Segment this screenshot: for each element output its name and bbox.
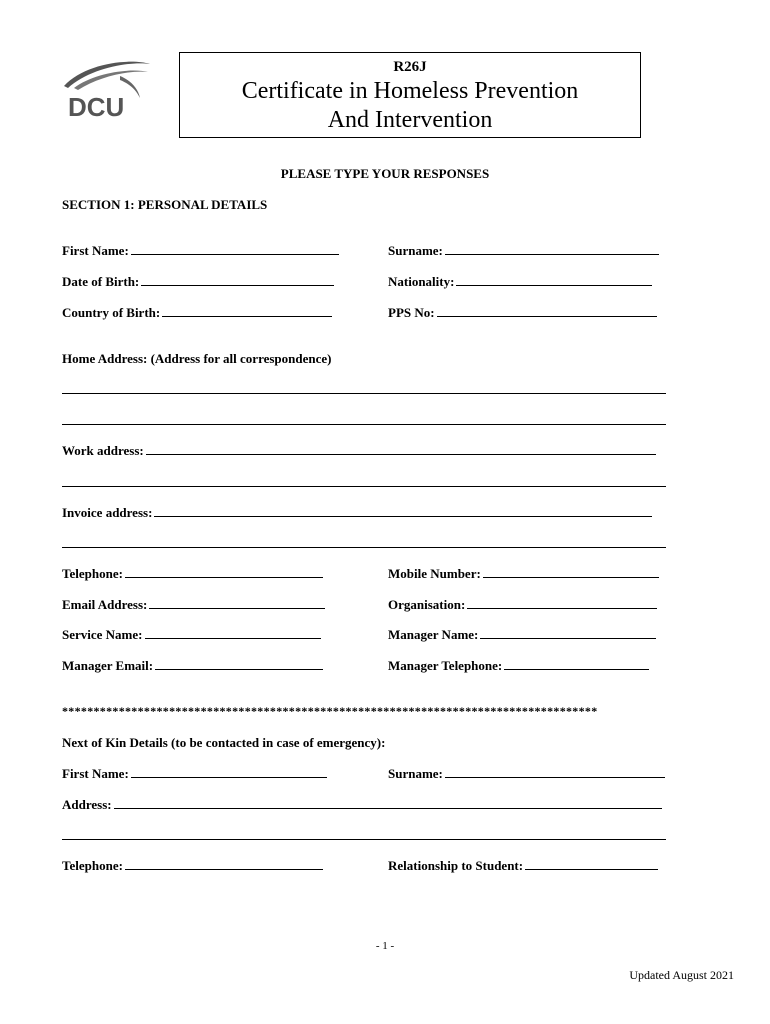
kin-address-line-2[interactable] (62, 838, 666, 840)
email-field[interactable] (62, 597, 325, 613)
email-label: Email Address: (62, 597, 148, 612)
first-name-field[interactable] (62, 243, 339, 259)
page-number: - 1 - (375, 940, 395, 952)
invoice-address-field[interactable] (62, 505, 652, 521)
title-line-1: Certificate in Homeless Prevention (241, 78, 579, 104)
first-name-label: First Name: (62, 243, 129, 258)
kin-telephone-field[interactable] (62, 858, 323, 874)
kin-surname-field[interactable] (388, 766, 665, 782)
country-of-birth-field[interactable] (62, 305, 332, 321)
mobile-field[interactable] (388, 566, 659, 582)
organisation-label: Organisation: (388, 597, 466, 612)
kin-first-name-field[interactable] (62, 766, 327, 782)
surname-field[interactable] (388, 243, 659, 259)
telephone-label: Telephone: (62, 566, 123, 581)
service-name-label: Service Name: (62, 627, 143, 642)
work-address-label: Work address: (62, 443, 144, 458)
surname-label: Surname: (388, 243, 443, 258)
service-name-field[interactable] (62, 627, 321, 643)
mobile-label: Mobile Number: (388, 566, 481, 581)
pps-field[interactable] (388, 305, 657, 321)
kin-telephone-label: Telephone: (62, 858, 123, 873)
kin-surname-label: Surname: (388, 766, 443, 781)
pps-label: PPS No: (388, 305, 435, 320)
section1-heading: SECTION 1: PERSONAL DETAILS (62, 197, 268, 212)
dcu-logo (60, 58, 155, 120)
home-address-line-1[interactable] (62, 392, 666, 394)
manager-telephone-field[interactable] (388, 658, 649, 674)
dcu-logo-swoosh-icon (60, 58, 155, 120)
title-line-2: And Intervention (327, 107, 493, 133)
title-box (179, 52, 641, 138)
nationality-field[interactable] (388, 274, 652, 290)
invoice-address-label: Invoice address: (62, 505, 153, 520)
manager-name-label: Manager Name: (388, 627, 479, 642)
kin-relationship-label: Relationship to Student: (388, 858, 524, 873)
next-of-kin-heading: Next of Kin Details (to be contacted in case of emergency): (62, 735, 386, 750)
work-address-field[interactable] (62, 443, 656, 459)
kin-relationship-field[interactable] (388, 858, 658, 874)
organisation-field[interactable] (388, 597, 657, 613)
country-of-birth-label: Country of Birth: (62, 305, 161, 320)
dob-label: Date of Birth: (62, 274, 140, 289)
home-address-line-2[interactable] (62, 423, 666, 425)
course-code: R26J (393, 59, 427, 75)
manager-email-field[interactable] (62, 658, 323, 674)
logo-text: DCU (68, 92, 125, 120)
kin-address-field[interactable] (62, 797, 662, 813)
updated-date: Updated August 2021 (629, 968, 734, 982)
dob-field[interactable] (62, 274, 334, 290)
manager-name-field[interactable] (388, 627, 656, 643)
manager-telephone-label: Manager Telephone: (388, 658, 503, 673)
kin-first-name-label: First Name: (62, 766, 129, 781)
kin-address-label: Address: (62, 797, 112, 812)
nationality-label: Nationality: (388, 274, 455, 289)
work-address-line-2[interactable] (62, 485, 666, 487)
invoice-address-line-2[interactable] (62, 546, 666, 548)
instruction-text: PLEASE TYPE YOUR RESPONSES (280, 166, 490, 181)
manager-email-label: Manager Email: (62, 658, 154, 673)
home-address-label: Home Address: (Address for all correspondence) (62, 351, 332, 366)
separator-stars: ************************************************************************************* (62, 704, 598, 718)
telephone-field[interactable] (62, 566, 323, 582)
